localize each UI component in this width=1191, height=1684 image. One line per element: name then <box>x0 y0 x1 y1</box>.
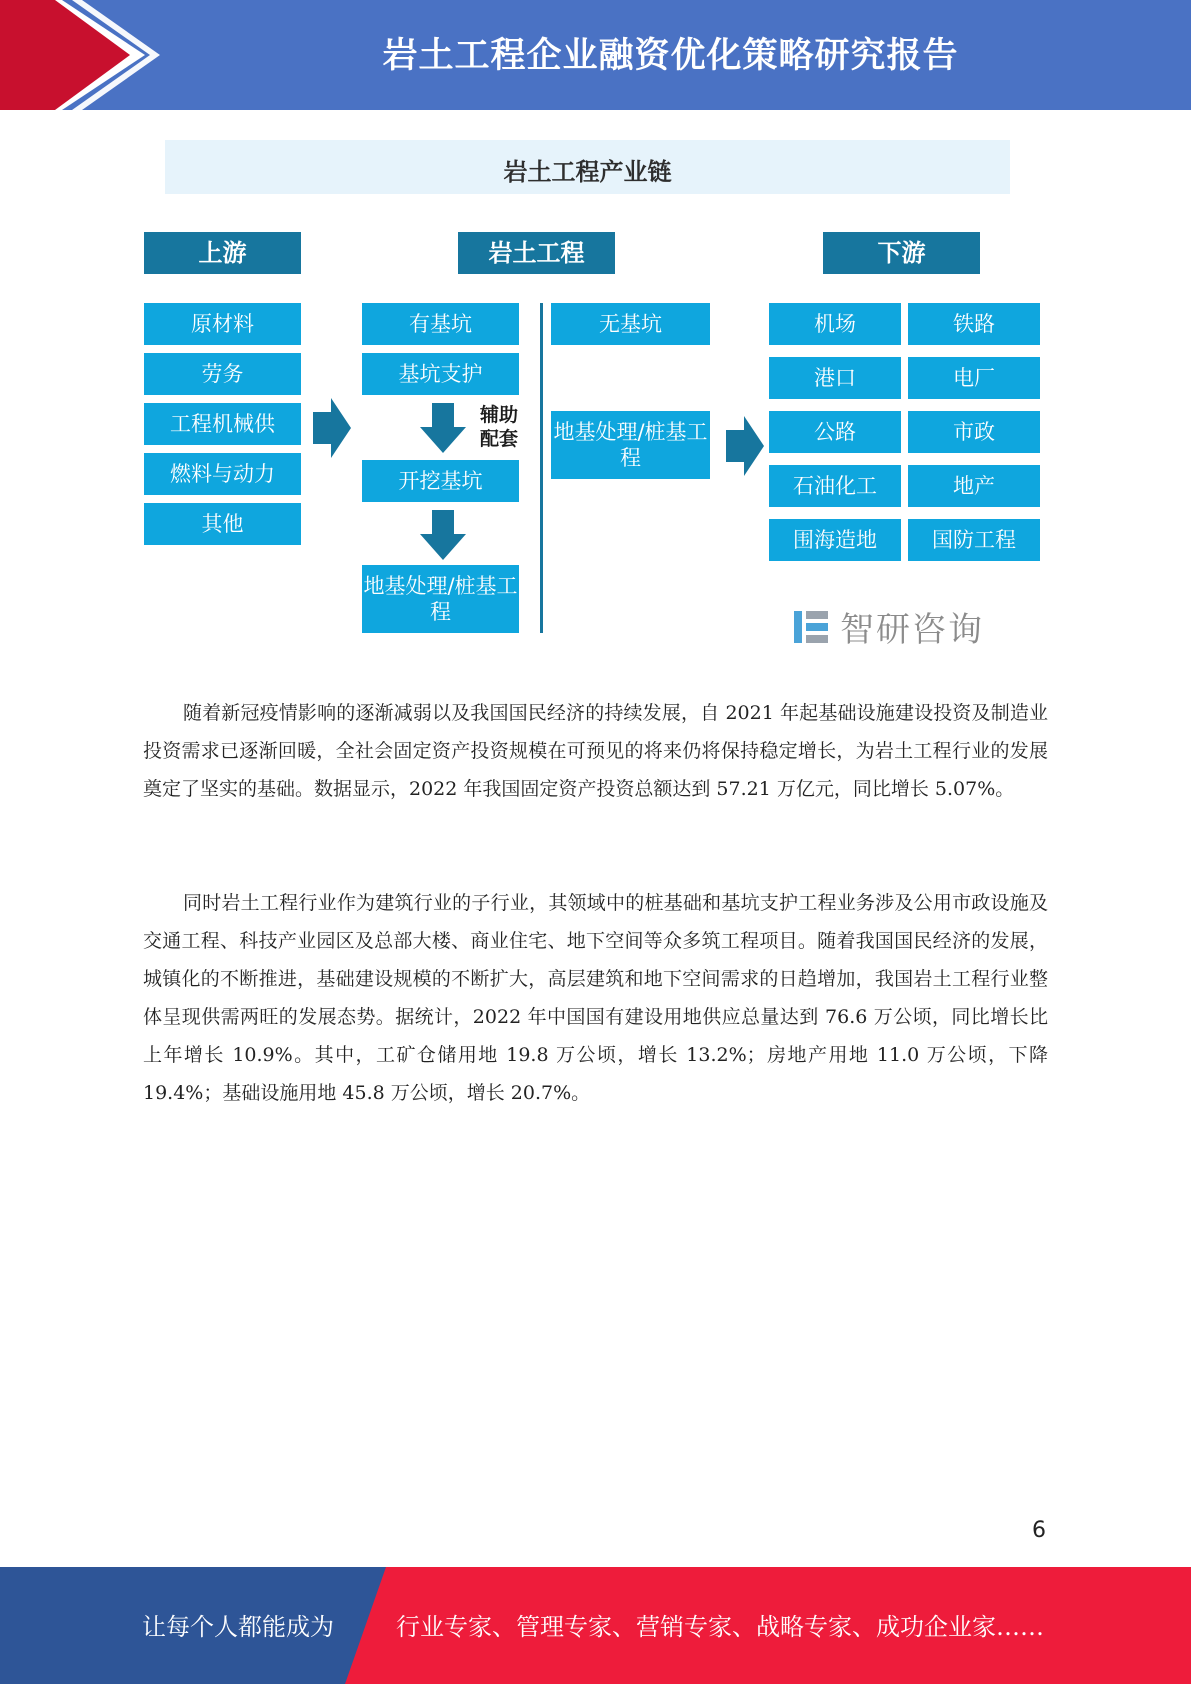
downstream-item: 公路 <box>769 411 901 453</box>
footer-slogan-right: 行业专家、管理专家、营销专家、战略专家、成功企业家…… <box>396 1613 1044 1641</box>
page-footer <box>0 1567 1191 1684</box>
body-paragraph: 随着新冠疫情影响的逐渐减弱以及我国国民经济的持续发展，自 2021 年起基础设施建设投资及制造业投资需求已逐渐回暖，全社会固定资产投资规模在可预见的将来仍将保持稳定增长，为岩土工程行业的发展奠定了坚实的基础。数据显示，2022 年我国固定资产投资总额达到 57.21 万亿元，同比增长 5.07%。 <box>143 702 1048 800</box>
aux-label: 辅助 配套 <box>480 404 519 450</box>
right-arrow-icon <box>313 398 351 458</box>
midstream-item: 无基坑 <box>551 303 710 345</box>
downstream-item: 石油化工 <box>769 465 901 507</box>
logo-text: 智研咨询 <box>840 610 984 650</box>
downstream-item: 市政 <box>908 411 1040 453</box>
upstream-heading: 上游 <box>144 232 301 274</box>
downstream-heading: 下游 <box>823 232 980 274</box>
upstream-item: 其他 <box>144 503 301 545</box>
upstream-item: 燃料与动力 <box>144 453 301 495</box>
body-paragraph: 同时岩土工程行业作为建筑行业的子行业，其领域中的桩基础和基坑支护工程业务涉及公用市政设施及交通工程、科技产业园区及总部大楼、商业住宅、地下空间等众多筑工程项目。随着我国国民经济的发展，城镇化的不断推进，基础建设规模的不断扩大，高层建筑和地下空间需求的日趋增加，我国岩土工程行业整体呈现供需两旺的发展态势。据统计，2022 年中国国有建设用地供应总量达到 76.6 万公顷，同比增长比上年增长 10.9%。其中，工矿仓储用地 19.8 万公顷，增长 13.2%；房地产用地 11.0 万公顷，下降 19.4%；基础设施用地 45.8 万公顷，增长 20.7%。 <box>143 892 1048 1104</box>
midstream-heading: 岩土工程 <box>458 232 615 274</box>
midstream-item: 有基坑 <box>362 303 519 345</box>
brand-logo <box>792 602 984 651</box>
upstream-item: 工程机械供 <box>144 403 301 445</box>
diagram-title-bar <box>165 140 1010 194</box>
downstream-item: 电厂 <box>908 357 1040 399</box>
downstream-item: 港口 <box>769 357 901 399</box>
downstream-item: 围海造地 <box>769 519 901 561</box>
downstream-item: 国防工程 <box>908 519 1040 561</box>
upstream-item: 原材料 <box>144 303 301 345</box>
downstream-item: 铁路 <box>908 303 1040 345</box>
report-title: 岩土工程企业融资优化策略研究报告 <box>382 36 959 76</box>
page-number: 6 <box>1032 1518 1046 1543</box>
downstream-item: 地产 <box>908 465 1040 507</box>
midstream-item: 地基处理/桩基工程 <box>362 565 519 633</box>
diagram-title: 岩土工程产业链 <box>503 158 672 186</box>
footer-slogan-left: 让每个人都能成为 <box>142 1613 334 1641</box>
midstream-item: 基坑支护 <box>362 353 519 395</box>
industry-chain-diagram <box>140 140 1050 650</box>
downstream-item: 机场 <box>769 303 901 345</box>
right-arrow-icon <box>726 416 764 476</box>
logo-mark-icon <box>792 607 832 647</box>
upstream-item: 劳务 <box>144 353 301 395</box>
midstream-divider <box>540 303 543 633</box>
down-arrow-icon <box>420 403 466 453</box>
chevron-decoration-icon <box>0 0 160 110</box>
midstream-item: 开挖基坑 <box>362 460 519 502</box>
down-arrow-icon <box>420 510 466 560</box>
midstream-item: 地基处理/桩基工程 <box>551 411 710 479</box>
page-header <box>0 0 1191 110</box>
